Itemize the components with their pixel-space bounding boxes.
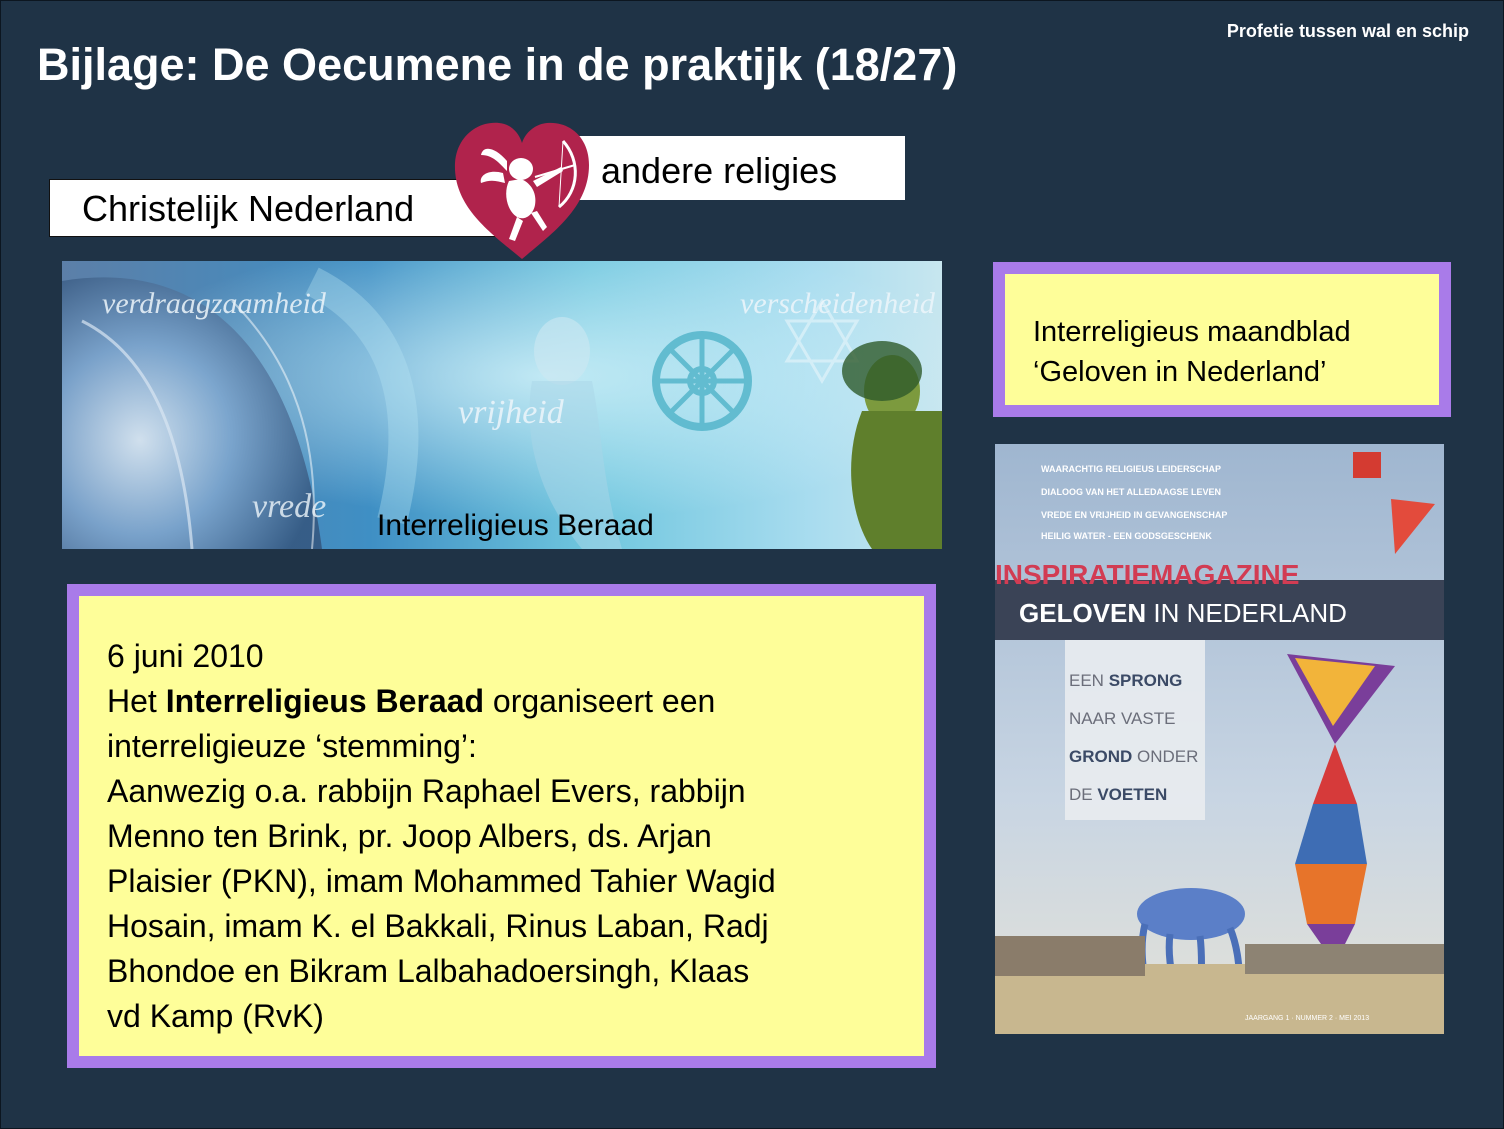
cover-brand: INSPIRATIEMAGAZINE [995, 559, 1300, 590]
cover-topic: DIALOOG VAN HET ALLEDAAGSE LEVEN [1041, 487, 1222, 497]
event-intro-prefix: Het [107, 683, 166, 719]
event-line: vd Kamp (RvK) [107, 998, 324, 1034]
event-intro [107, 679, 924, 724]
label-christian-netherlands: Christelijk Nederland [49, 179, 499, 237]
event-line: interreligieuze ‘stemming’: [107, 728, 477, 764]
cover-topic: WAARACHTIG RELIGIEUS LEIDERSCHAP [1041, 464, 1222, 474]
banner-caption: Interreligieus Beraad [377, 509, 654, 542]
banner-word: vrede [252, 488, 327, 525]
event-line: Bhondoe en Bikram Lalbahadoersingh, Klaas [107, 953, 750, 989]
cover-headline-light: DE [1069, 785, 1098, 804]
magazine-info-box [993, 262, 1451, 417]
event-info-box [67, 584, 936, 1068]
cover-title [1019, 598, 1347, 628]
cover-headline-line [1069, 747, 1198, 766]
banner-word: verscheidenheid [740, 287, 935, 320]
event-line: Menno ten Brink, pr. Joop Albers, ds. Arjan [107, 818, 712, 854]
event-date: 6 juni 2010 [107, 638, 264, 674]
event-line: Aanwezig o.a. rabbijn Raphael Evers, rabbijn [107, 773, 746, 809]
magazine-cover-image [995, 444, 1444, 1034]
label-other-religions: andere religies [571, 136, 905, 200]
cover-headline-bold: GROND [1069, 747, 1133, 766]
banner-word: verdraagzaamheid [102, 287, 326, 320]
event-intro-suffix: organiseert een [484, 683, 716, 719]
cover-headline-bold: SPRONG [1108, 671, 1183, 690]
cover-title-bold: GELOVEN [1019, 598, 1147, 628]
cover-headline-line: NAAR VASTE [1069, 709, 1176, 728]
cover-headline-line [1069, 671, 1182, 690]
interfaith-banner-image [62, 261, 942, 549]
event-line: Hosain, imam K. el Bakkali, Rinus Laban, Radj [107, 908, 769, 944]
cover-topic: VREDE EN VRIJHEID IN GEVANGENSCHAP [1041, 510, 1228, 520]
banner-word: vrijheid [458, 394, 564, 431]
magazine-info-line: ‘Geloven in Nederland’ [1033, 356, 1327, 388]
cover-title-rest: IN NEDERLAND [1146, 598, 1347, 628]
cover-headline-light: EEN [1069, 671, 1109, 690]
event-organizer: Interreligieus Beraad [165, 683, 485, 719]
cupid-heart-icon [451, 121, 593, 261]
slide-title: Bijlage: De Oecumene in de praktijk (18/27) [37, 39, 958, 90]
magazine-info-line: Interreligieus maandblad [1033, 316, 1351, 348]
event-line: Plaisier (PKN), imam Mohammed Tahier Wagid [107, 863, 776, 899]
header-note: Profetie tussen wal en schip [1226, 21, 1469, 41]
cover-topic: HEILIG WATER - EEN GODSGESCHENK [1041, 531, 1212, 541]
cover-headline-light: ONDER [1132, 747, 1199, 766]
cover-headline-line [1069, 785, 1167, 804]
cover-footer: JAARGANG 1 · NUMMER 2 · MEI 2013 [1245, 1015, 1370, 1022]
cover-headline-bold: VOETEN [1097, 785, 1168, 804]
